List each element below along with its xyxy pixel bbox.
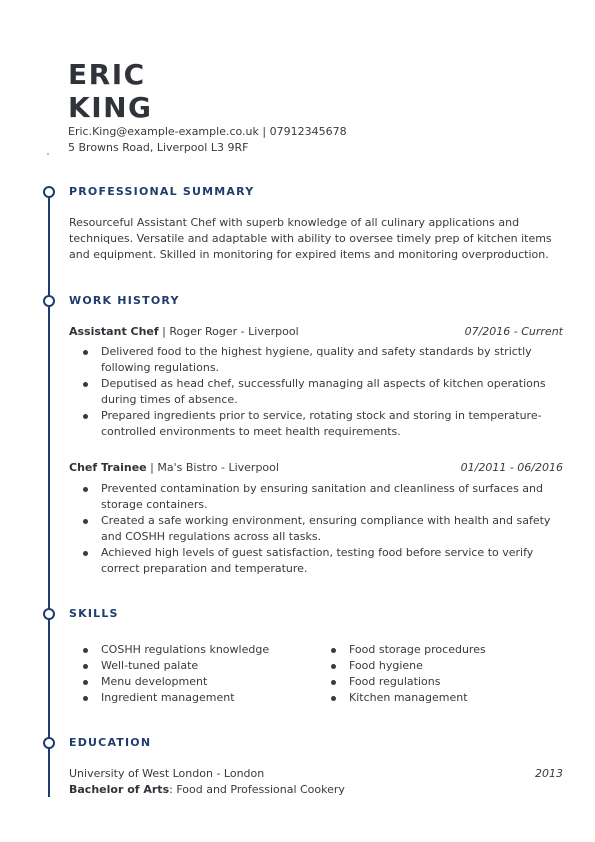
contact-info [68, 124, 347, 156]
job-header [69, 324, 563, 340]
list-item: Delivered food to the highest hygiene, quality and safety standards by strictly following regulations. [80, 344, 560, 376]
job-bullets [80, 481, 560, 577]
job-title: Chef Trainee [69, 461, 147, 474]
list-item: Achieved high levels of guest satisfaction, testing food before service to verify correct preparation and temperature. [80, 545, 560, 577]
first-name: ERIC [68, 58, 146, 91]
skills-heading: SKILLS [69, 607, 119, 620]
education-degree-line [69, 782, 563, 798]
job-header [69, 460, 563, 476]
education-field: : Food and Professional Cookery [169, 783, 345, 796]
skill-item: Well-tuned palate [80, 658, 310, 674]
timeline-node-summary [43, 186, 55, 198]
job-employer: | Roger Roger - Liverpool [158, 325, 299, 338]
skill-item: Kitchen management [328, 690, 558, 706]
education-year: 2013 [535, 767, 563, 780]
address: 5 Browns Road, Liverpool L3 9RF [68, 141, 249, 154]
last-name: KING [68, 91, 153, 124]
education-school: University of West London - London [69, 767, 265, 780]
education-heading: EDUCATION [69, 736, 152, 749]
skill-item: Ingredient management [80, 690, 310, 706]
timeline-line [48, 191, 50, 797]
summary-heading: PROFESSIONAL SUMMARY [69, 185, 255, 198]
job-dates: 01/2011 - 06/2016 [460, 461, 563, 474]
skill-item: Food storage procedures [328, 642, 558, 658]
email-phone: Eric.King@example-example.co.uk | 07912345678 [68, 125, 347, 138]
skills-list-left [80, 642, 310, 706]
timeline-node-skills [43, 608, 55, 620]
job-dates: 07/2016 - Current [464, 325, 563, 338]
work-heading: WORK HISTORY [69, 294, 180, 307]
decorative-dot [47, 153, 49, 155]
job-bullets [80, 344, 560, 440]
list-item: Deputised as head chef, successfully managing all aspects of kitchen operations during times of absence. [80, 376, 560, 408]
timeline-node-education [43, 737, 55, 749]
timeline-node-work [43, 295, 55, 307]
skills-list-right [328, 642, 558, 706]
summary-text: Resourceful Assistant Chef with superb knowledge of all culinary applications and techniques. Versatile and adaptable with ability to oversee timely prep of kitchen items and equipment. Skilled in monitoring for expired items and monitoring overproduction. [69, 216, 552, 261]
list-item: Prevented contamination by ensuring sanitation and cleanliness of surfaces and storage containers. [80, 481, 560, 513]
skill-item: Menu development [80, 674, 310, 690]
skill-item: Food regulations [328, 674, 558, 690]
education-school-line [69, 766, 563, 782]
list-item: Prepared ingredients prior to service, rotating stock and storing in temperature-controlled environments to meet health requirements. [80, 408, 560, 440]
skill-item: Food hygiene [328, 658, 558, 674]
education-degree: Bachelor of Arts [69, 783, 170, 796]
list-item: Created a safe working environment, ensuring compliance with health and safety and COSHH regulations across all tasks. [80, 513, 560, 545]
candidate-name [68, 58, 153, 124]
skill-item: COSHH regulations knowledge [80, 642, 310, 658]
job-employer: | Ma's Bistro - Liverpool [146, 461, 279, 474]
job-title: Assistant Chef [69, 325, 159, 338]
